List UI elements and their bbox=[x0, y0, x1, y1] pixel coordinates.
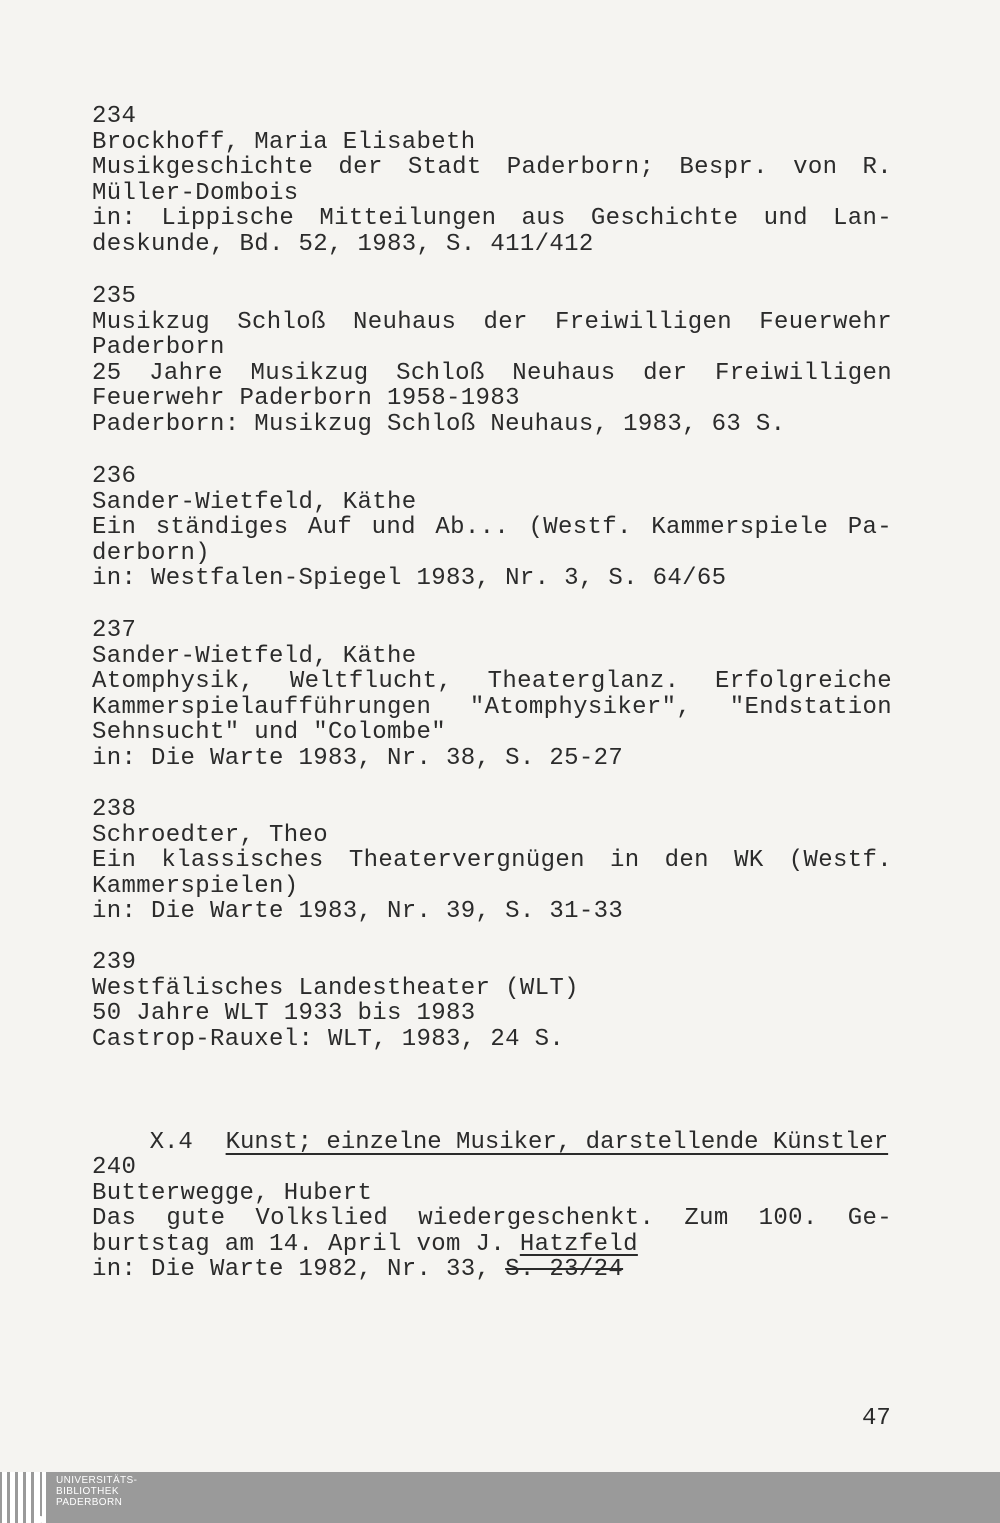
entry-number: 236 bbox=[92, 463, 137, 490]
entry-author: Brockhoff, Maria Elisabeth bbox=[92, 128, 476, 156]
entry-number: 234 bbox=[92, 103, 137, 130]
entry-source bbox=[92, 1257, 892, 1283]
section-number: X.4 bbox=[149, 1129, 193, 1156]
bibliography-entry-238 bbox=[92, 797, 892, 925]
entry-title-end: Sehnsucht" und "Colombe" bbox=[92, 719, 447, 746]
entry-author: Sander-Wietfeld, Käthe bbox=[92, 642, 417, 670]
bibliography-entry-235 bbox=[92, 284, 892, 437]
section-title: Kunst; einzelne Musiker, darstellende Künstler bbox=[225, 1129, 889, 1156]
logo-line-1: UNIVERSITÄTS- bbox=[56, 1475, 138, 1486]
page-number: 47 bbox=[862, 1405, 891, 1432]
entry-number: 235 bbox=[92, 283, 137, 310]
entry-title-cont-text: burtstag am 14. April vom J. bbox=[92, 1230, 520, 1258]
library-logo-text bbox=[56, 1475, 137, 1508]
underlined-name: Hatzfeld bbox=[519, 1230, 638, 1258]
entry-title-cont: Kammerspielaufführungen "Atomphysiker", "Endstation bbox=[92, 693, 892, 721]
entry-title-cont: Kammerspielen) bbox=[92, 872, 299, 900]
bibliography-entry-240 bbox=[92, 1155, 892, 1283]
entry-source-text: in: Die Warte 1982, Nr. 33, bbox=[92, 1256, 506, 1283]
bibliography-entry-236 bbox=[92, 464, 892, 592]
entry-source: in: Lippische Mitteilungen aus Geschichte und Lan- bbox=[92, 205, 892, 232]
entry-source: in: Die Warte 1983, Nr. 38, S. 25-27 bbox=[92, 744, 624, 772]
entry-title: Musikgeschichte der Stadt Paderborn; Bespr. von R. bbox=[92, 154, 892, 181]
logo-line-3: PADERBORN bbox=[56, 1497, 123, 1508]
entry-title-cont: Feuerwehr Paderborn 1958-1983 bbox=[92, 385, 520, 412]
entry-author: Westfälisches Landestheater (WLT) bbox=[92, 974, 579, 1002]
library-footer bbox=[0, 1472, 1000, 1523]
entry-title-cont: derborn) bbox=[92, 539, 211, 567]
bibliography-entry-234 bbox=[92, 104, 892, 257]
entry-source: in: Westfalen-Spiegel 1983, Nr. 3, S. 64/65 bbox=[92, 565, 727, 592]
entry-author: Musikzug Schloß Neuhaus der Freiwilligen Feuerwehr bbox=[92, 308, 892, 336]
entry-title: 50 Jahre WLT 1933 bis 1983 bbox=[92, 1000, 476, 1027]
logo-line-2: BIBLIOTHEK bbox=[56, 1486, 119, 1497]
entry-title: Ein ständiges Auf und Ab... (Westf. Kammerspiele Pa- bbox=[92, 514, 892, 541]
entry-title-cont: Müller-Dombois bbox=[92, 179, 299, 207]
entry-author-cont: Paderborn bbox=[92, 334, 225, 361]
entry-number: 238 bbox=[92, 796, 137, 823]
entry-number: 240 bbox=[92, 1154, 137, 1181]
logo-dot-icon bbox=[37, 1516, 44, 1523]
entry-number: 237 bbox=[92, 617, 137, 644]
entry-title: Das gute Volkslied wiedergeschenkt. Zum 100. Ge- bbox=[92, 1205, 892, 1232]
bibliography-entry-237 bbox=[92, 618, 892, 771]
bibliography-entry-239 bbox=[92, 950, 892, 1052]
entry-title: Ein klassisches Theatervergnügen in den WK (Westf. bbox=[92, 847, 892, 874]
struck-pages: S. 23/24 bbox=[505, 1256, 624, 1283]
entry-author: Butterwegge, Hubert bbox=[92, 1179, 373, 1207]
entry-title: Atomphysik, Weltflucht, Theaterglanz. Erfolgreiche bbox=[92, 668, 892, 695]
entry-source: Castrop-Rauxel: WLT, 1983, 24 S. bbox=[92, 1025, 565, 1053]
entry-source: in: Die Warte 1983, Nr. 39, S. 31-33 bbox=[92, 898, 624, 925]
entry-author: Sander-Wietfeld, Käthe bbox=[92, 488, 417, 516]
entry-source-cont: deskunde, Bd. 52, 1983, S. 411/412 bbox=[92, 230, 594, 258]
entry-source: Paderborn: Musikzug Schloß Neuhaus, 1983, 63 S. bbox=[92, 410, 786, 438]
entry-title: 25 Jahre Musikzug Schloß Neuhaus der Freiwilligen bbox=[92, 359, 892, 387]
entry-number: 239 bbox=[92, 949, 137, 976]
entry-title-cont bbox=[92, 1232, 892, 1258]
entry-author: Schroedter, Theo bbox=[92, 821, 329, 849]
